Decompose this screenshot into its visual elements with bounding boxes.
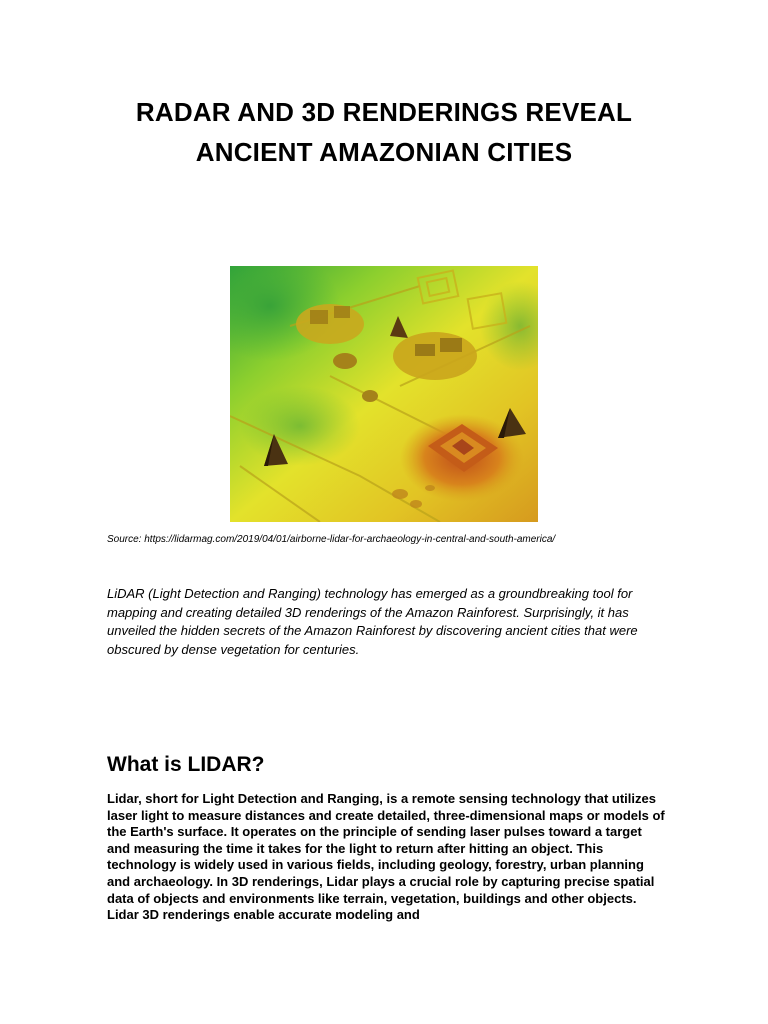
- lidar-terrain-rendering: [230, 266, 538, 522]
- section-heading: What is LIDAR?: [107, 753, 265, 776]
- lidar-terrain-image: [230, 266, 538, 522]
- document-title: RADAR AND 3D RENDERINGS REVEAL ANCIENT AMAZONIAN CITIES: [135, 97, 633, 167]
- body-paragraph: Lidar, short for Light Detection and Ranging, is a remote sensing technology that utilizes laser light to measure distances and create detailed, three-dimensional maps or models of the Earth's surface. It operates on the principle of sending laser pulses toward a target and measuring the time it takes for the light to return after hitting an object. This technology is widely used in various fields, including geology, forestry, urban planning and archaeology. In 3D renderings, Lidar plays a crucial role by capturing precise spatial data of objects and environments like terrain, vegetation, buildings and other objects. Lidar 3D renderings enable accurate modeling and: [107, 791, 665, 923]
- intro-paragraph: LiDAR (Light Detection and Ranging) technology has emerged as a groundbreaking tool for mapping and creating detailed 3D renderings of the Amazon Rainforest. Surprisingly, it has unveiled the hidden secrets of the Amazon Rainforest by discovering ancient cities that were obscured by dense vegetation for centuries.: [107, 586, 638, 657]
- image-source-caption: Source: https://lidarmag.com/2019/04/01/airborne-lidar-for-archaeology-in-central-and-south-america/: [107, 534, 556, 545]
